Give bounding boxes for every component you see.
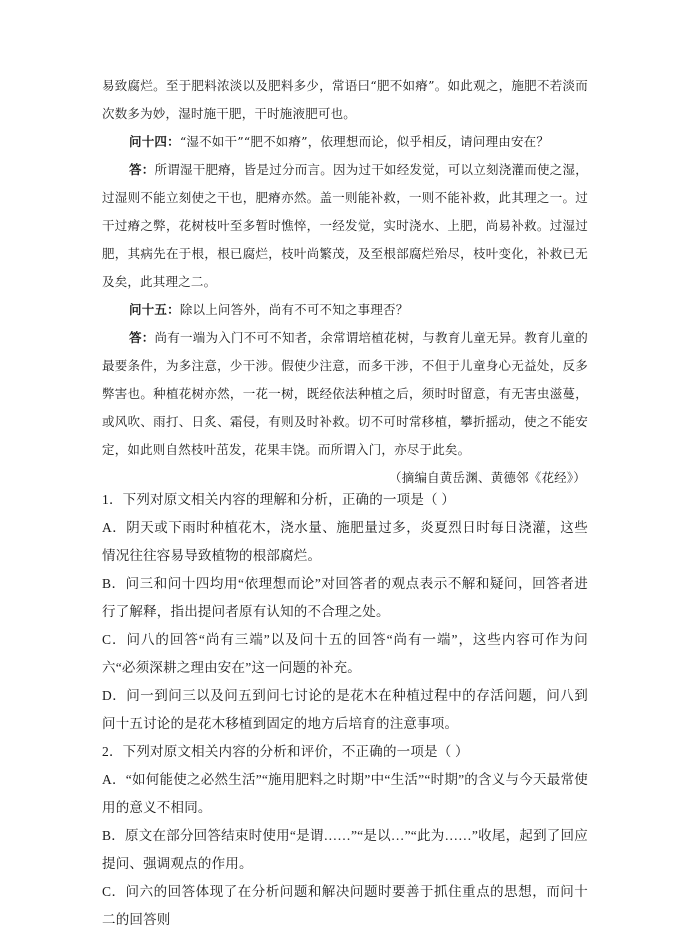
question-2-option-a: A．“如何能使之必然生活”“施用肥料之时期”中“生活”“时期”的含义与今天最常使用的意义不相同。 (102, 772, 588, 815)
question-2-stem: 2．下列对原文相关内容的分析和评价，不正确的一项是（ ） (102, 744, 469, 759)
question-1-option-a: A．阴天或下雨时种植花木，浇水量、施肥量过多，炎夏烈日时每日浇灌，这些情况往往容易导致植物的根部腐烂。 (102, 520, 588, 563)
answer-15-label: 答： (129, 330, 155, 345)
passage (102, 72, 588, 492)
question-1-stem: 1．下列对原文相关内容的理解和分析，正确的一项是（ ） (102, 492, 456, 507)
answer-15-text: 尚有一端为入门不可不知者，余常谓培植花树，与教育儿童无异。教育儿童的最要条件，为多注意，少干涉。假使少注意，而多干涉，不但于儿童身心无益处，反多弊害也。种植花树亦然，一花一树，既经依法种植之后，须时时留意，有无害虫滋蔓，或风吹、雨打、日炙、霜侵，有则及时补救。切不可时常移植，攀折摇动，使之不能安定，如此则自然枝叶茁发，花果丰饶。而所谓入门，亦尽于此矣。 (102, 330, 588, 457)
answer-15 (102, 324, 588, 464)
question-15 (102, 296, 588, 324)
question-2-option-c: C．问六的回答体现了在分析问题和解决问题时要善于抓住重点的思想，而问十二的回答则 (102, 884, 588, 927)
passage-paragraph-fertilizer: 易致腐烂。至于肥料浓淡以及肥料多少，常语曰“肥不如瘠”。如此观之，施肥不若淡而次数多为妙，湿时施干肥，干时施液肥可也。 (102, 78, 588, 121)
questions (102, 486, 588, 934)
passage-source: （摘编自黄岳渊、黄德邻《花经》） (389, 470, 586, 485)
question-2-option-b: B．原文在部分回答结束时使用“是谓……”“是以…”“此为……”收尾，起到了回应提问、强调观点的作用。 (102, 828, 588, 871)
question-14-label: 问十四： (129, 134, 180, 149)
question-14-text: “湿不如干”“肥不如瘠”，依理想而论，似乎相反，请问理由安在？ (179, 134, 550, 149)
answer-14 (102, 156, 588, 296)
question-14 (102, 128, 588, 156)
question-1-option-b: B．问三和问十四均用“依理想而论”对回答者的观点表示不解和疑问，回答者进行了解释，指出提问者原有认知的不合理之处。 (102, 576, 588, 619)
question-15-label: 问十五： (129, 302, 180, 317)
question-15-text: 除以上问答外，尚有不可不知之事理否？ (179, 302, 409, 317)
question-1-option-d: D．问一到问三以及问五到问七讨论的是花木在种植过程中的存活问题，问八到问十五讨论的是花木移植到固定的地方后培育的注意事项。 (102, 688, 588, 731)
question-1-option-c: C．问八的回答“尚有三端”以及问十五的回答“尚有一端”，这些内容可作为问六“必须深耕之理由安在”这一问题的补充。 (102, 632, 588, 675)
answer-14-text: 所谓湿干肥瘠，皆是过分而言。因为过干如经发觉，可以立刻浇灌而使之湿，过湿则不能立刻使之干也，肥瘠亦然。盖一则能补救，一则不能补救，此其理之一。过干过瘠之弊，花树枝叶至多暂时憔悴，一经发觉，实时浇水、上肥，尚易补救。过湿过肥，其病先在于根，根已腐烂，枝叶尚繁茂，及至根部腐烂殆尽，枝叶变化，补救已无及矣，此其理之二。 (102, 162, 588, 289)
answer-14-label: 答： (129, 162, 155, 177)
